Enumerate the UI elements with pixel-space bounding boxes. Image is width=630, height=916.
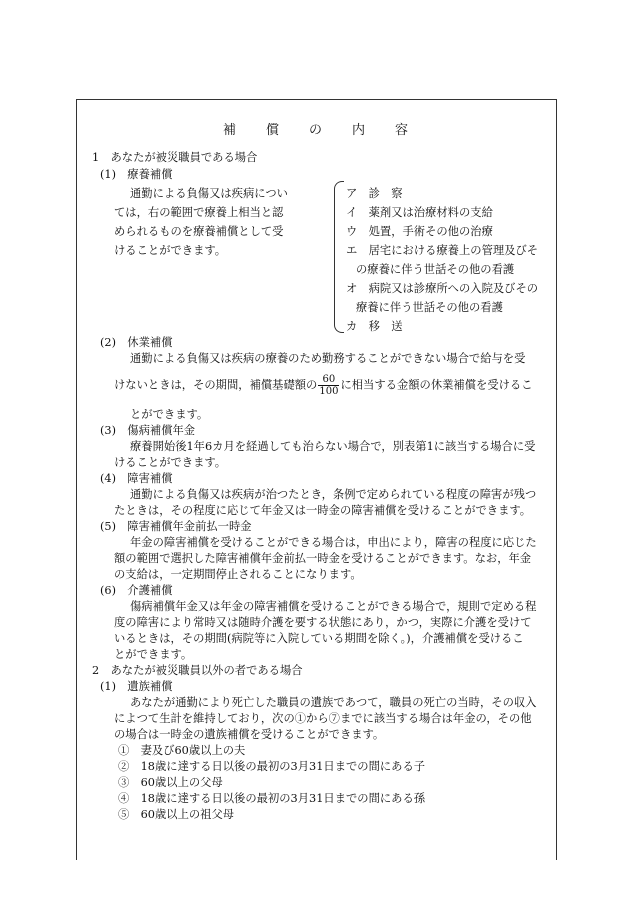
text-line-r1: ア 診 察 xyxy=(346,187,403,200)
text-line-s1_1: (1) 療養補償 xyxy=(100,168,173,181)
text-line-r7: 療養に伴う世話その他の看護 xyxy=(356,301,503,314)
text-line-l14: 傷病補償年金又は年金の障害補償を受けることができる場合で，規則で定める程 xyxy=(130,600,537,613)
text-line-s1_4: (4) 障害補償 xyxy=(100,472,173,485)
title-char: の xyxy=(308,123,324,138)
bracket xyxy=(334,181,344,333)
text-line-l19: によつて生計を維持しており，次の①から⑦までに該当する場合は年金の，その他 xyxy=(114,712,532,725)
text-line-l9: 通勤による負傷又は疾病が治つたとき，条例で定められている程度の障害が残つ xyxy=(130,488,537,501)
text-line-s1_3: (3) 傷病補償年金 xyxy=(100,424,196,437)
text-line-e4: ④ 18歳に達する日以後の最初の3月31日までの間にある孫 xyxy=(118,792,426,805)
fraction xyxy=(318,374,339,397)
text-line-l16: いるときは，その期間(病院等に入院している期間を除く。)，介護補償を受けるこ xyxy=(114,632,524,645)
text-line-l5: 通勤による負傷又は疾病の療養のため勤務することができない場合で給与を受 xyxy=(130,352,526,365)
fraction-before: けないときは，その期間，補償基礎額の xyxy=(114,378,318,392)
text-line-l13: の支給は，一定期間停止されることになります。 xyxy=(114,568,362,581)
text-line-e3: ③ 60歳以上の父母 xyxy=(118,776,223,789)
text-line-e2: ② 18歳に達する日以後の最初の3月31日までの間にある子 xyxy=(118,760,426,773)
text-line-r2: イ 薬剤又は治療材料の支給 xyxy=(346,206,493,219)
text-line-l11: 年金の障害補償を受けることができる場合は，申出により，障害の程度に応じた xyxy=(130,536,537,549)
text-line-s2_1: (1) 遺族補償 xyxy=(100,680,173,693)
fraction-line xyxy=(114,374,533,397)
text-line-l20: の場合は一時金の遺族補償を受けることができます。 xyxy=(114,728,385,741)
page-title xyxy=(76,119,557,138)
text-line-l17: とができます。 xyxy=(114,648,193,661)
text-line-l7: 療養開始後1年6カ月を経過しても治らない場合で，別表第1に該当する場合に受 xyxy=(130,440,536,453)
text-line-e5: ⑤ 60歳以上の祖父母 xyxy=(118,808,235,821)
text-line-r8: カ 移 送 xyxy=(346,320,403,333)
text-line-l10: たときは，その程度に応じて年金又は一時金の障害補償を受けることができます。 xyxy=(114,504,532,517)
text-line-r4: エ 居宅における療養上の管理及びそ xyxy=(346,244,539,257)
text-line-l18: あなたが通勤により死亡した職員の遺族であつて，職員の死亡の当時，その収入 xyxy=(130,696,537,709)
text-line-l15: 度の障害により常時又は随時介護を要する状態にあり，かつ，実際に介護を受けて xyxy=(114,616,532,629)
text-line-l8: けることができます。 xyxy=(114,456,227,469)
text-line-r5: の療養に伴う世話その他の看護 xyxy=(356,263,515,276)
title-char: 補 xyxy=(222,123,238,138)
title-char: 内 xyxy=(352,123,368,138)
text-line-s1_2: (2) 休業補償 xyxy=(100,336,173,349)
title-char: 償 xyxy=(265,123,281,138)
fraction-after: に相当する金額の休業補償を受けるこ xyxy=(340,378,533,392)
fraction-numerator: 60 xyxy=(318,374,339,386)
text-line-s1: 1 あなたが被災職員である場合 xyxy=(92,151,258,164)
text-line-s1_6: (6) 介護補償 xyxy=(100,584,173,597)
text-line-r3: ウ 処置，手術その他の治療 xyxy=(346,225,493,238)
text-line-e1: ① 妻及び60歳以上の夫 xyxy=(118,744,246,757)
text-line-s1_5: (5) 障害補償年金前払一時金 xyxy=(100,520,252,533)
text-line-s2: 2 あなたが被災職員以外の者である場合 xyxy=(92,664,303,677)
text-line-l12: 額の範囲で選択した障害補償年金前払一時金を受けることができます。なお，年金 xyxy=(114,552,532,565)
text-line-l3: められるものを療養補償として受 xyxy=(114,225,284,238)
text-line-r6: オ 病院又は診療所への入院及びその xyxy=(346,282,539,295)
text-line-s1_2c: とができます。 xyxy=(130,408,209,421)
text-line-l4: けることができます。 xyxy=(114,244,227,257)
text-line-l1: 通勤による負傷又は疾病につい xyxy=(130,187,288,200)
text-line-l2: ては，右の範囲で療養上相当と認 xyxy=(114,206,284,219)
fraction-denominator: 100 xyxy=(319,386,339,397)
title-char: 容 xyxy=(395,123,411,138)
